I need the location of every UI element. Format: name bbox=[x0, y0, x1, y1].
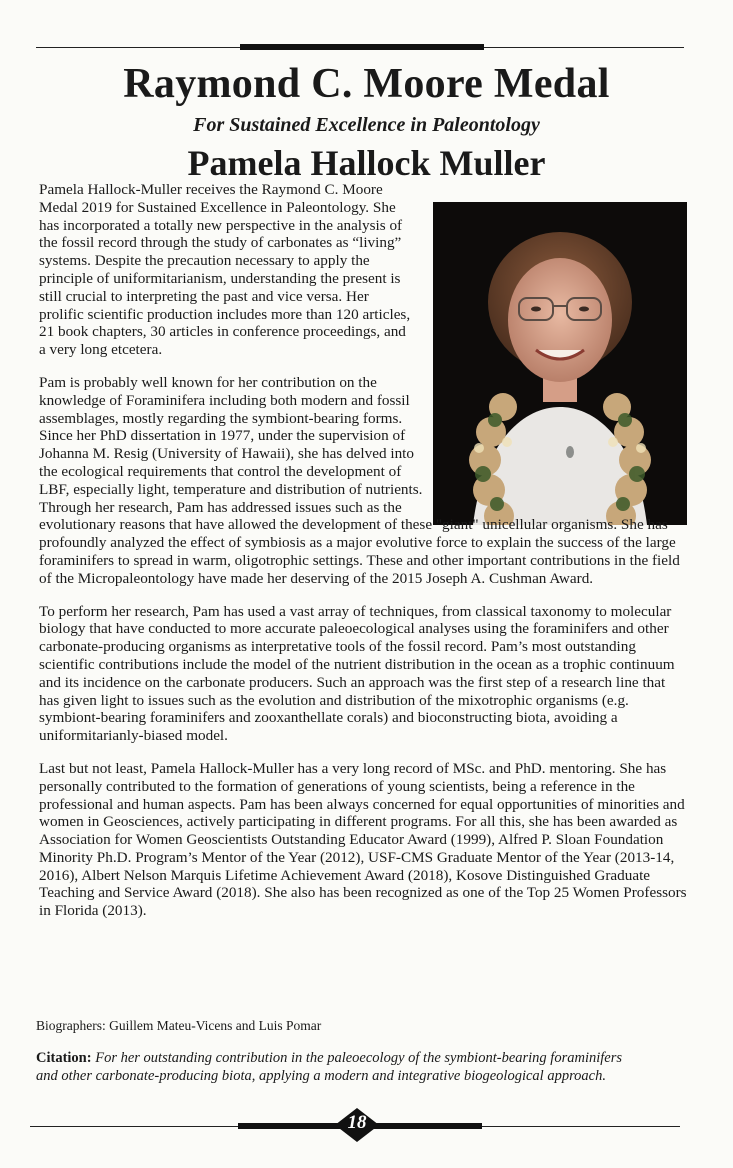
paragraph-2 bbox=[39, 374, 689, 588]
paragraph-4: Last but not least, Pamela Hallock-Muller has a very long record of MSc. and PhD. mentoring. She has personally contributed to the formation of generations of young scientists, being a reference in the professional and human aspects. Pam has been always concerned for equal opportunities of minorities and women in Geosciences, actively participating in different programs. For all this, she has been awarded as Association for Women Geoscientists Outstanding Educator Award (1999), Alfred P. Sloan Foundation Minority Ph.D. Program’s Mentor of the Year (2012), USF-CMS Graduate Mentor of the Year (2013-14, 2016), Albert Nelson Marquis Lifetime Achievement Award (2018), Kosove Distinguished Graduate Teaching and Service Award (2018). She also has been recognized as one of the Top 25 Women Professors in Florida (2013). bbox=[39, 759, 687, 920]
paragraph-1: Pamela Hallock-Muller receives the Raymond C. Moore Medal 2019 for Sustained Excellence in Paleontology. She has incorporated a totally new perspective in the analysis of the fossil record through the study of carbonates as “living” systems. Despite the precaution necessary to apply the principle of uniformitarianism, understanding the present is still crucial to interpreting the past and vice versa. Her prolific scientific production includes more than 120 articles, 21 book chapters, 30 articles in conference proceedings, and a very long etcetera. bbox=[39, 181, 411, 359]
awardee-name: Pamela Hallock Muller bbox=[187, 143, 546, 183]
page-number: 18 bbox=[347, 1112, 367, 1133]
photo-float-spacer bbox=[427, 374, 689, 501]
page-title: Raymond C. Moore Medal bbox=[123, 61, 610, 107]
top-rule-bar bbox=[240, 44, 484, 50]
article-body bbox=[39, 181, 689, 935]
paragraph-2-text: Pam is probably well known for her contribution on the knowledge of Foraminifera including both modern and fossil assemblages, mostly regarding the symbiont-bearing forms. Since her PhD dissertation in 1977, under the supervision of Johanna M. Resig (University of Hawaii), she has delved into the ecological requirements that control the development of LBF, especially light, temperature and distribution of nutrients. Through her research, Pam has addressed issues such as the evolutionary reasons that have allowed the development of these "giant" unicellular organisms. She has profoundly analyzed the effect of symbiosis as a major evolutive force to explain the success of the large foraminifers to spread in warm, oligotrophic settings. These and other important contributions in the field of the Micropaleontology have made her deserving of the 2015 Joseph A. Cushman Award. bbox=[39, 373, 680, 587]
citation-text: For her outstanding contribution in the paleoecology of the symbiont-bearing foraminifers and other carbonate-producing biota, applying a modern and integrative biogeological approach. bbox=[36, 1050, 622, 1084]
biographers-line: Biographers: Guillem Mateu-Vicens and Luis Pomar bbox=[36, 1018, 322, 1033]
page-subtitle: For Sustained Excellence in Paleontology bbox=[193, 114, 540, 136]
citation-block bbox=[36, 1050, 636, 1085]
citation-label: Citation: bbox=[36, 1050, 92, 1066]
paragraph-3: To perform her research, Pam has used a vast array of techniques, from classical taxonomy to molecular biology that have conducted to more accurate paleoecological analyses using the foraminifers and other carbonate-producing organisms as interpretative tools of the fossil record. Pam’s most outstanding scientific contributions include the model of the nutrient distribution in the ocean as a trophic continuum and its incidence on the carbonate producers. Such an approach was the first step of a research line that has given light to issues such as the evolution and distribution of the mixotrophic organisms (e.g. symbiont-bearing foraminifers and zooxanthellate corals) and bioconstructing biota, avoiding a uniformitarianly-biased model. bbox=[39, 602, 675, 745]
